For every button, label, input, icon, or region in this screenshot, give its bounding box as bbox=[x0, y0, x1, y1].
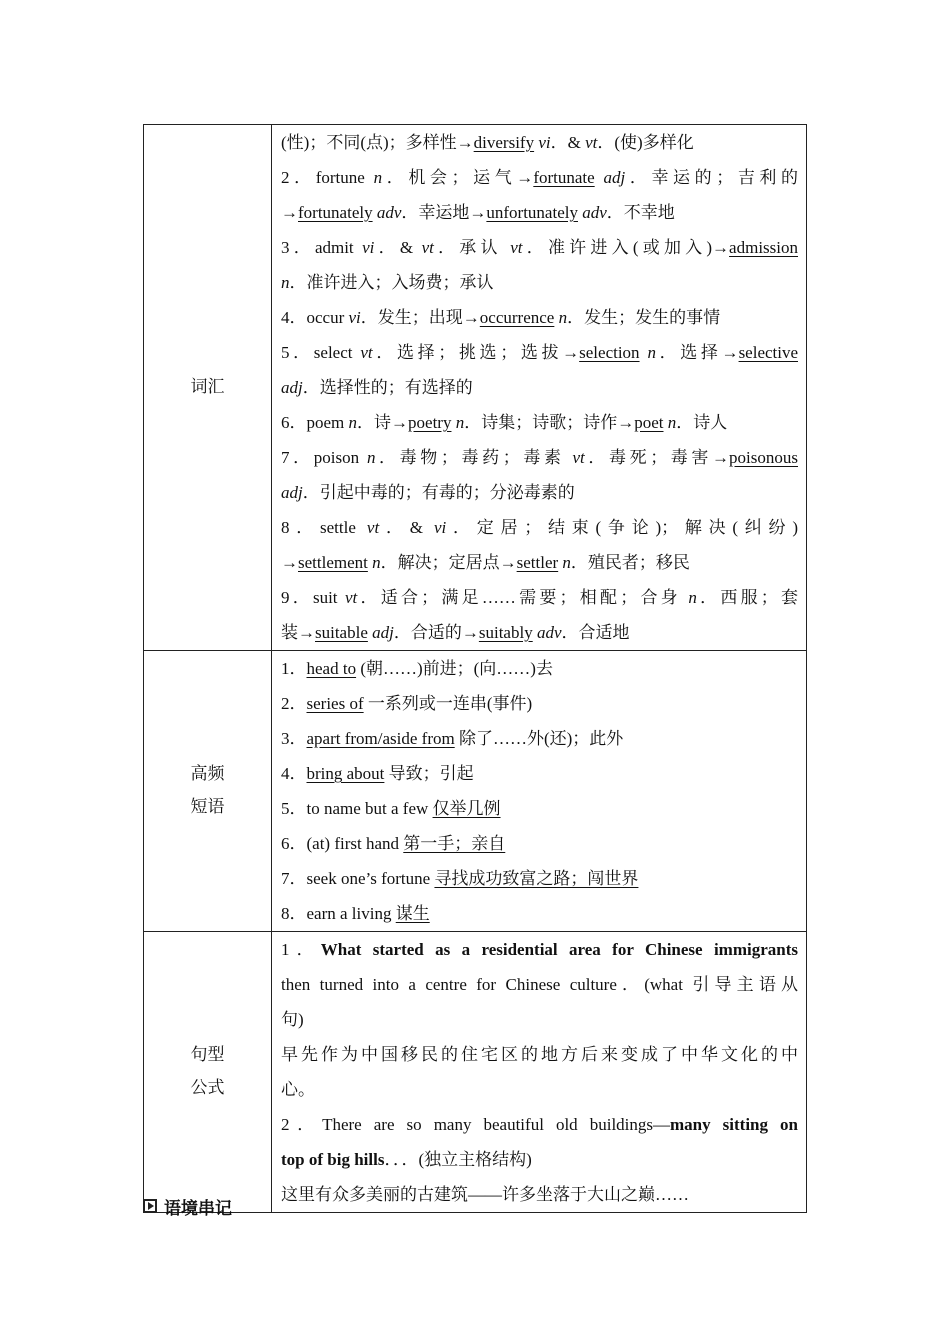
vocab-line-segment: ．诗集；诗歌；诗作→ bbox=[464, 413, 635, 432]
vocab-line-segment: ．(使)多样化 bbox=[597, 133, 694, 152]
sentences-line-segment: 句) bbox=[281, 1010, 304, 1029]
vocab-line-segment: adv bbox=[532, 623, 562, 642]
vocab-line bbox=[281, 545, 798, 580]
phrases-line bbox=[281, 791, 798, 826]
vocab-line-segment: 装→ bbox=[281, 623, 315, 642]
vocab-line-segment: n bbox=[688, 588, 697, 607]
section-heading bbox=[143, 1194, 232, 1218]
vocab-line-segment: vi bbox=[433, 518, 447, 537]
vocab-line bbox=[281, 335, 798, 370]
vocab-line-segment: ．& bbox=[379, 518, 434, 537]
phrases-line-segment: head to bbox=[306, 659, 357, 678]
phrases-line-segment: 除了……外(还)；此外 bbox=[454, 729, 624, 748]
vocab-line-segment: fortunate bbox=[533, 168, 595, 187]
phrases-line-segment: 7．seek one’s fortune bbox=[281, 869, 435, 888]
vocab-line-segment: (性)；不同(点)；多样性→ bbox=[281, 133, 474, 152]
phrases-line-segment: 一系列或一连串(事件) bbox=[363, 694, 533, 713]
vocab-line-segment: ．合适的→ bbox=[393, 623, 479, 642]
vocab-line bbox=[281, 230, 798, 265]
phrases-line-segment: 仅举几例 bbox=[432, 799, 501, 818]
vocab-line bbox=[281, 195, 798, 230]
phrases-label bbox=[144, 651, 272, 932]
vocab-line-segment: n bbox=[281, 273, 290, 292]
sentences-line-segment: top of big hills bbox=[281, 1150, 385, 1169]
vocab-line bbox=[281, 370, 798, 405]
sentences-content bbox=[272, 932, 807, 1213]
phrases-line-segment: series of bbox=[306, 694, 364, 713]
phrases-line-segment: bring about bbox=[306, 764, 385, 783]
vocab-line-segment: 3．admit bbox=[281, 238, 363, 257]
vocab-line-segment: suitably bbox=[478, 623, 533, 642]
vocab-line-segment: adj bbox=[281, 483, 303, 502]
vocab-label-text: 词汇 bbox=[190, 377, 225, 397]
vocab-line-segment: n bbox=[639, 343, 656, 362]
vocab-line-segment: ．引起中毒的；有毒的；分泌毒素的 bbox=[302, 483, 575, 502]
vocab-line-segment: selection bbox=[579, 343, 640, 362]
summary-table bbox=[143, 124, 807, 1213]
vocab-line bbox=[281, 160, 798, 195]
vocab-line-segment: adj bbox=[281, 378, 303, 397]
vocab-line bbox=[281, 125, 798, 160]
vocab-row bbox=[144, 125, 807, 651]
phrases-line bbox=[281, 686, 798, 721]
sentences-line-segment: 1． bbox=[281, 940, 321, 959]
sentences-line bbox=[281, 932, 798, 967]
sentences-line bbox=[281, 1072, 798, 1107]
sentences-line bbox=[281, 1177, 798, 1212]
vocab-line-segment: n bbox=[367, 553, 381, 572]
vocab-line bbox=[281, 580, 798, 615]
vocab-line-segment: ．选择性的；有选择的 bbox=[302, 378, 473, 397]
vocab-line-segment: n bbox=[663, 413, 677, 432]
vocab-line-segment: vi bbox=[348, 308, 361, 327]
phrases-row bbox=[144, 651, 807, 932]
phrases-label-line2: 短语 bbox=[190, 797, 225, 817]
vocab-line bbox=[281, 475, 798, 510]
vocab-line-segment: ．& bbox=[374, 238, 422, 257]
phrases-line-segment: 6．(at) first hand bbox=[281, 834, 404, 853]
vocab-line-segment: adv bbox=[372, 203, 402, 222]
sentences-line bbox=[281, 1107, 798, 1142]
vocab-line-segment: n bbox=[373, 168, 383, 187]
vocab-line-segment: ．准许进入(或加入)→ bbox=[522, 238, 730, 257]
vocab-line bbox=[281, 405, 798, 440]
vocab-line-segment: ．选择→ bbox=[655, 343, 739, 362]
sentences-line-segment: 心。 bbox=[281, 1080, 315, 1099]
sentences-row bbox=[144, 932, 807, 1213]
vocab-line-segment: n bbox=[366, 448, 376, 467]
phrases-label-line1: 高频 bbox=[190, 764, 225, 784]
vocab-line-segment: ．准许进入；入场费；承认 bbox=[289, 273, 494, 292]
vocab-line bbox=[281, 510, 798, 545]
vocab-line-segment: 5．select bbox=[281, 343, 361, 362]
vocab-line-segment: → bbox=[281, 553, 298, 572]
section-heading-title: 语境串记 bbox=[164, 1198, 232, 1219]
vocab-line-segment: vt bbox=[345, 588, 358, 607]
sentences-line bbox=[281, 1002, 798, 1037]
vocab-line-segment: 7．poison bbox=[281, 448, 367, 467]
phrases-line bbox=[281, 826, 798, 861]
sentences-line bbox=[281, 1142, 798, 1177]
vocab-line bbox=[281, 265, 798, 300]
play-icon bbox=[143, 1199, 157, 1213]
phrases-line-segment: 3． bbox=[281, 729, 307, 748]
vocab-line-segment: vt bbox=[366, 518, 380, 537]
vocab-line-segment: suitable bbox=[315, 623, 368, 642]
vocab-line-segment: vt bbox=[585, 133, 598, 152]
vocab-line-segment: ．诗人 bbox=[676, 413, 728, 432]
phrases-line-segment: 寻找成功致富之路；闯世界 bbox=[434, 869, 639, 888]
vocab-line-segment: ．毒物；毒药；毒素 bbox=[375, 448, 573, 467]
vocab-line-segment: ．定居；结束(争论)；解决(纠纷) bbox=[446, 518, 798, 537]
vocab-line-segment: ．合适地 bbox=[561, 623, 630, 642]
sentences-line-segment: 早先作为中国移民的住宅区的地方后来变成了中华文化的中 bbox=[281, 1045, 798, 1064]
vocab-line-segment: admission bbox=[729, 238, 798, 257]
sentences-line-segment: 2．There are so many beautiful old buildings— bbox=[281, 1115, 671, 1134]
vocab-line bbox=[281, 615, 798, 650]
phrases-line-segment: (朝……)前进；(向……)去 bbox=[356, 659, 553, 678]
phrases-line bbox=[281, 756, 798, 791]
sentences-label bbox=[144, 932, 272, 1213]
vocab-line-segment: vt bbox=[510, 238, 523, 257]
sentences-label-line1: 句型 bbox=[190, 1045, 225, 1065]
phrases-line-segment: apart from/aside from bbox=[306, 729, 455, 748]
phrases-line-segment: 5．to name but a few bbox=[281, 799, 433, 818]
vocab-line-segment: vi bbox=[534, 133, 551, 152]
vocab-line-segment: unfortunately bbox=[486, 203, 578, 222]
phrases-line bbox=[281, 651, 798, 686]
vocab-line-segment: ．& bbox=[550, 133, 586, 152]
vocab-line bbox=[281, 300, 798, 335]
vocab-line-segment: occurrence bbox=[479, 308, 555, 327]
vocab-line-segment: ．幸运的；吉利的 bbox=[625, 168, 798, 187]
vocab-line-segment: vt bbox=[572, 448, 585, 467]
vocab-line-segment: n bbox=[348, 413, 358, 432]
sentences-line-segment: ．．．(独立主格结构) bbox=[384, 1150, 532, 1169]
vocab-line-segment: ．毒死；毒害→ bbox=[584, 448, 730, 467]
phrases-line-segment: 2． bbox=[281, 694, 307, 713]
vocab-line-segment: ．西服；套 bbox=[696, 588, 798, 607]
sentences-label-line2: 公式 bbox=[190, 1078, 225, 1098]
sentences-line bbox=[281, 1037, 798, 1072]
vocab-line-segment: selective bbox=[738, 343, 798, 362]
vocab-line-segment: n bbox=[554, 308, 568, 327]
phrases-content bbox=[272, 651, 807, 932]
vocab-line-segment: vt bbox=[421, 238, 434, 257]
vocab-line-segment: ．幸运地→ bbox=[401, 203, 487, 222]
vocab-line-segment: ．殖民者；移民 bbox=[570, 553, 690, 572]
vocab-content bbox=[272, 125, 807, 651]
vocab-line-segment: adj bbox=[594, 168, 626, 187]
vocab-line-segment: settlement bbox=[298, 553, 368, 572]
vocab-line-segment: 2．fortune bbox=[281, 168, 374, 187]
vocab-line-segment: adv bbox=[577, 203, 607, 222]
vocab-line bbox=[281, 440, 798, 475]
vocab-line-segment: fortunately bbox=[298, 203, 373, 222]
vocab-line-segment: 4．occur bbox=[281, 308, 349, 327]
vocab-label bbox=[144, 125, 272, 651]
vocab-line-segment: ．适合；满足……需要；相配；合身 bbox=[357, 588, 689, 607]
sentences-line-segment: What started as a residential area for Chinese immigrants bbox=[320, 940, 798, 959]
vocab-line-segment: poetry bbox=[408, 413, 452, 432]
vocab-line-segment: adj bbox=[367, 623, 394, 642]
vocab-line-segment: 8．settle bbox=[281, 518, 367, 537]
phrases-line-segment: 4． bbox=[281, 764, 307, 783]
vocab-line-segment: 9．suit bbox=[281, 588, 345, 607]
phrases-line-segment: 8．earn a living bbox=[281, 904, 396, 923]
phrases-line bbox=[281, 861, 798, 896]
phrases-line-segment: 1． bbox=[281, 659, 307, 678]
vocab-line-segment: ．解决；定居点→ bbox=[380, 553, 517, 572]
vocab-line-segment: settler bbox=[516, 553, 559, 572]
vocab-line-segment: → bbox=[281, 203, 298, 222]
vocab-line-segment: vi bbox=[362, 238, 375, 257]
vocab-line-segment: diversify bbox=[473, 133, 535, 152]
vocab-line-segment: ．不幸地 bbox=[606, 203, 675, 222]
vocab-line-segment: vt bbox=[360, 343, 373, 362]
vocab-line-segment: ．选择；挑选；选拔→ bbox=[372, 343, 580, 362]
phrases-line bbox=[281, 721, 798, 756]
phrases-line bbox=[281, 896, 798, 931]
vocab-line-segment: ．承认 bbox=[433, 238, 511, 257]
phrases-line-segment: 第一手；亲自 bbox=[403, 834, 506, 853]
sentences-line-segment: then turned into a centre for Chinese culture．(what 引导主语从 bbox=[281, 975, 798, 994]
sentences-line bbox=[281, 967, 798, 1002]
phrases-line-segment: 导致；引起 bbox=[384, 764, 474, 783]
vocab-line-segment: ．发生；出现→ bbox=[360, 308, 480, 327]
vocab-line-segment: n bbox=[451, 413, 465, 432]
vocab-line-segment: poet bbox=[634, 413, 664, 432]
phrases-line-segment: 谋生 bbox=[395, 904, 430, 923]
vocab-line-segment: poisonous bbox=[729, 448, 798, 467]
vocab-line-segment: ．机会；运气→ bbox=[382, 168, 534, 187]
vocab-line-segment: n bbox=[558, 553, 571, 572]
vocab-line-segment: ．发生；发生的事情 bbox=[567, 308, 721, 327]
sentences-line-segment: many sitting on bbox=[670, 1115, 798, 1134]
vocab-line-segment: ．诗→ bbox=[357, 413, 409, 432]
vocab-line-segment: 6．poem bbox=[281, 413, 349, 432]
sentences-line-segment: 这里有众多美丽的古建筑——许多坐落于大山之巅…… bbox=[281, 1185, 689, 1204]
